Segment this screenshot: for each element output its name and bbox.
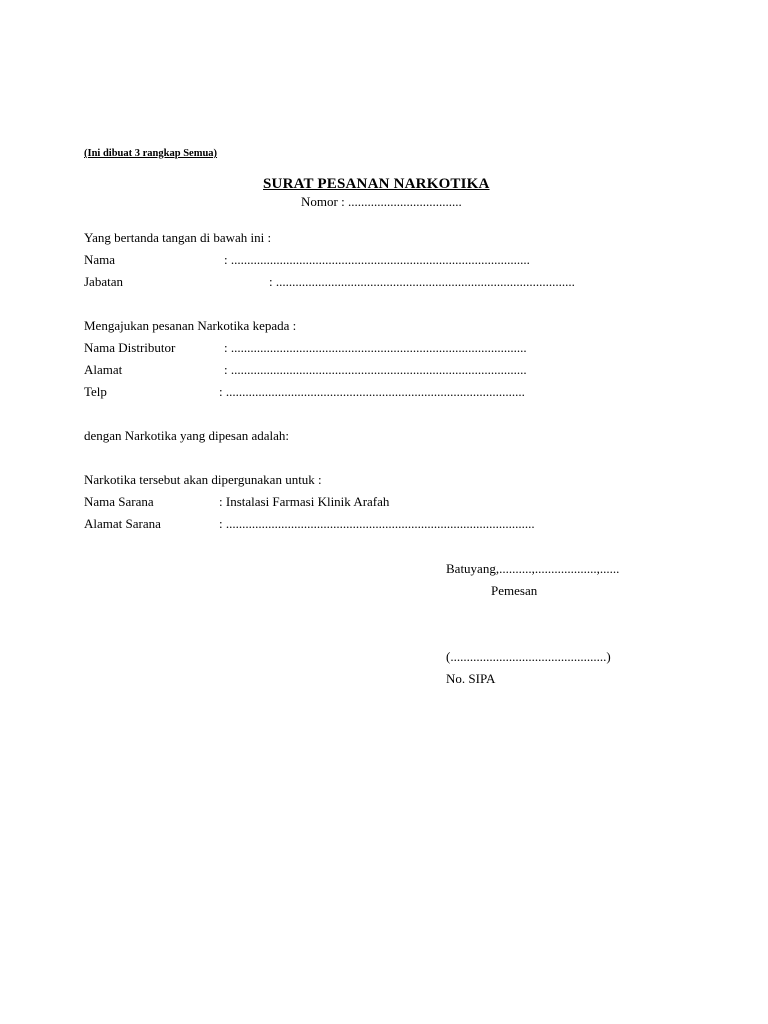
jabatan-label: Jabatan <box>84 274 123 289</box>
sipa-number-label: No. SIPA <box>446 671 496 686</box>
order-statement: dengan Narkotika yang dipesan adalah: <box>84 428 290 443</box>
place-date-line: Batuyang,..........,...................,...... <box>446 561 620 576</box>
distributor-name-label: Nama Distributor <box>84 340 176 355</box>
sarana-name-value: : Instalasi Farmasi Klinik Arafah <box>219 494 390 509</box>
nama-field: : ............................................................................................ <box>224 252 530 267</box>
sarana-address-field: : ............................................................................................... <box>219 516 535 531</box>
distributor-address-label: Alamat <box>84 362 123 377</box>
document-number: Nomor : ................................... <box>301 194 462 209</box>
jabatan-field: : ............................................................................................ <box>269 274 575 289</box>
usage-intro: Narkotika tersebut akan dipergunakan untuk : <box>84 472 322 487</box>
distributor-phone-field: : ............................................................................................ <box>219 384 525 399</box>
sarana-name-label: Nama Sarana <box>84 494 154 509</box>
nama-label: Nama <box>84 252 116 267</box>
sarana-address-label: Alamat Sarana <box>84 516 161 531</box>
signer-role: Pemesan <box>491 583 538 598</box>
distributor-address-field: : ........................................................................................... <box>224 362 527 377</box>
copies-note: (Ini dibuat 3 rangkap Semua) <box>84 148 218 159</box>
distributor-name-field: : ........................................................................................... <box>224 340 527 355</box>
distributor-intro: Mengajukan pesanan Narkotika kepada : <box>84 318 297 333</box>
signature-name-line: (................................................) <box>446 649 611 664</box>
distributor-phone-label: Telp <box>84 384 107 399</box>
document-title: SURAT PESANAN NARKOTIKA <box>263 176 490 192</box>
signer-intro: Yang bertanda tangan di bawah ini : <box>84 230 272 245</box>
